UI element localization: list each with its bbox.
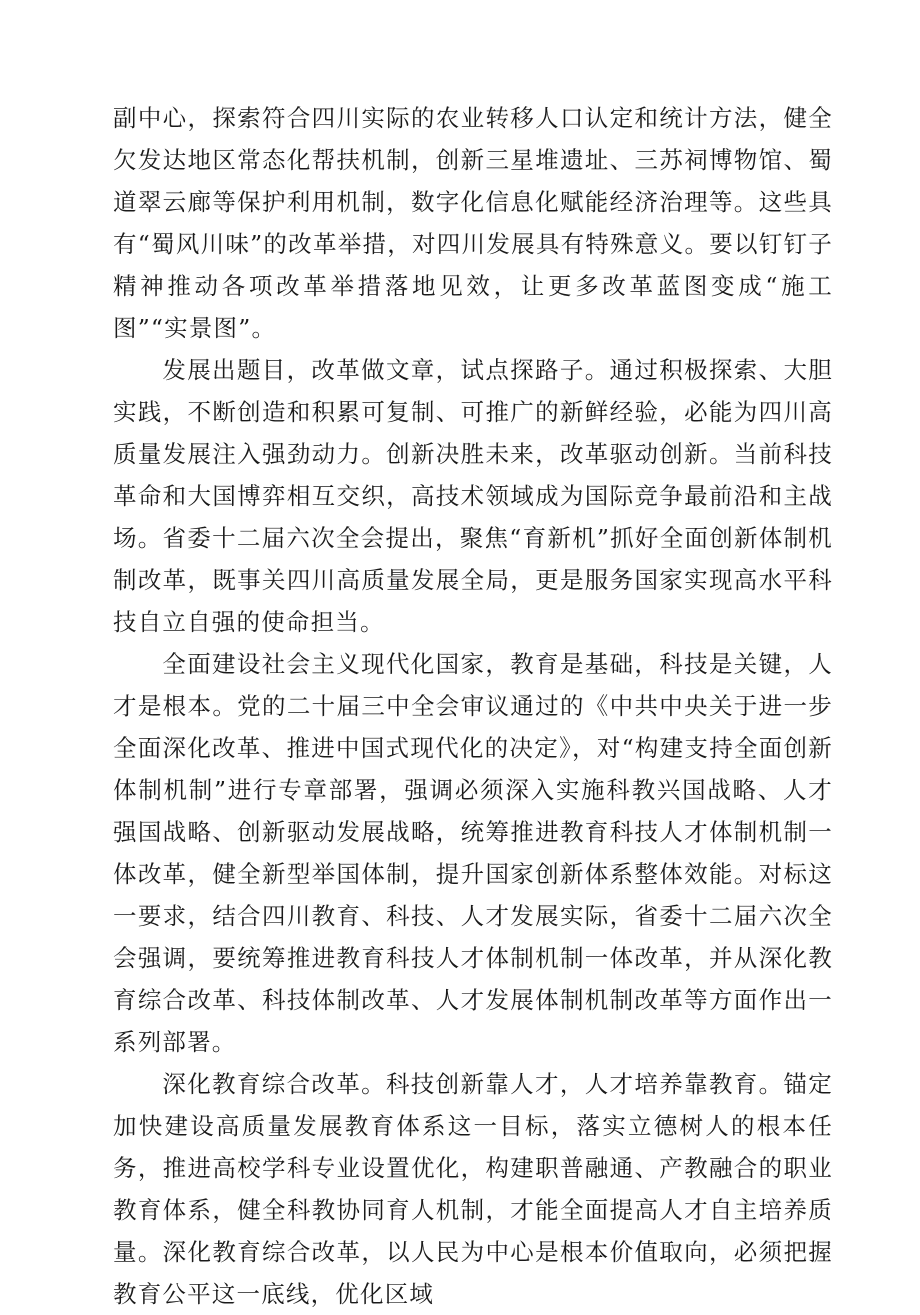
- document-body: [113, 97, 833, 1315]
- paragraph-4: 深化教育综合改革。科技创新靠人才，人才培养靠教育。锚定加快建设高质量发展教育体系这一目标，落实立德树人的根本任务，推进高校学科专业设置优化，构建职普融通、产教融合的职业教育体系，健全科教协同育人机制，才能全面提高人才自主培养质量。深化教育综合改革，以人民为中心是根本价值取向，必须把握教育公平这一底线，优化区域: [113, 1070, 833, 1308]
- paragraph-2: 发展出题目，改革做文章，试点探路子。通过积极探索、大胆实践，不断创造和积累可复制、可推广的新鲜经验，必能为四川高质量发展注入强劲动力。创新决胜未来，改革驱动创新。当前科技革命和大国博弈相互交织，高技术领域成为国际竞争最前沿和主战场。省委十二届六次全会提出，聚焦“育新机”抓好全面创新体制机制改革，既事关四川高质量发展全局，更是服务国家实现高水平科技自立自强的使命担当。: [113, 356, 833, 636]
- paragraph-1: 副中心，探索符合四川实际的农业转移人口认定和统计方法，健全欠发达地区常态化帮扶机制，创新三星堆遗址、三苏祠博物馆、蜀道翠云廊等保护利用机制，数字化信息化赋能经济治理等。这些具有“蜀风川味”的改革举措，对四川发展具有特殊意义。要以钉钉子精神推动各项改革举措落地见效，让更多改革蓝图变成“施工图”“实景图”。: [113, 104, 833, 342]
- paragraph-3: 全面建设社会主义现代化国家，教育是基础，科技是关键，人才是根本。党的二十届三中全会审议通过的《中共中央关于进一步全面深化改革、推进中国式现代化的决定》，对“构建支持全面创新体制机制”进行专章部署，强调必须深入实施科教兴国战略、人才强国战略、创新驱动发展战略，统筹推进教育科技人才体制机制一体改革，健全新型举国体制，提升国家创新体系整体效能。对标这一要求，结合四川教育、科技、人才发展实际，省委十二届六次全会强调，要统筹推进教育科技人才体制机制一体改革，并从深化教育综合改革、科技体制改革、人才发展体制机制改革等方面作出一系列部署。: [113, 650, 833, 1056]
